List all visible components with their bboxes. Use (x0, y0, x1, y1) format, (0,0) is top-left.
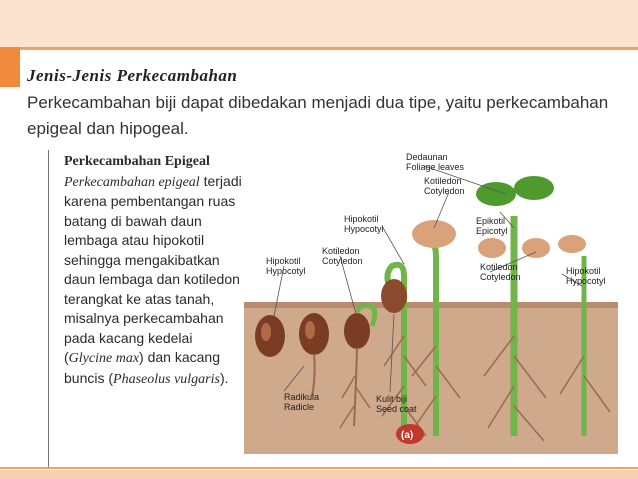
label-hipokotil-right: Hipokotil (566, 266, 601, 276)
panel-label: (a) (401, 430, 414, 441)
label-cotyledon-top: Cotyledon (424, 186, 465, 196)
footer-band (0, 470, 638, 479)
footer-accent-line (0, 467, 638, 469)
species-glycine: Glycine max (68, 351, 140, 366)
label-cotyledon-left: Cotyledon (322, 256, 363, 266)
label-hypocotyl-left: Hypocotyl (266, 266, 306, 276)
label-foliage: Foliage leaves (406, 162, 465, 172)
title-accent-bar (0, 47, 20, 87)
label-hypocotyl-right: Hypocotyl (566, 276, 606, 286)
side-divider (48, 150, 49, 468)
label-radicle: Radicle (284, 402, 315, 412)
label-hipokotil-left: Hipokotil (266, 256, 301, 266)
epigeal-mid: ) dan kacang buncis ( (64, 349, 220, 386)
species-phaseolus: Phaseolus vulgaris (113, 371, 220, 387)
header-band (0, 0, 638, 47)
label-radikula: Radikula (284, 392, 320, 402)
germination-figure (244, 136, 618, 454)
label-kulit-biji: Kulit biji (376, 394, 408, 404)
label-epicotyl: Epicotyl (476, 226, 508, 236)
label-hipokotil-mid: Hipokotil (344, 214, 379, 224)
germination-diagram (244, 136, 618, 454)
slide-intro: Perkecambahan biji dapat dibedakan menjadi dua tipe, yaitu perkecambahan epigeal dan hipogeal. (27, 93, 609, 138)
foliage-leaf-right (514, 176, 554, 200)
label-kotiledon-right: Kotiledon (480, 262, 518, 272)
epigeal-description (64, 152, 244, 457)
seed-3 (344, 313, 370, 349)
slide-title: Jenis-Jenis Perkecambahan (27, 66, 238, 85)
cotyledon-opening (412, 220, 456, 248)
epigeal-lead: Perkecambahan epigeal (64, 174, 200, 190)
label-kotiledon-left: Kotiledon (322, 246, 360, 256)
label-cotyledon-right: Cotyledon (480, 272, 521, 282)
epigeal-end: ). (219, 369, 229, 386)
label-seed-coat: Seed coat (376, 404, 417, 414)
label-dedaunan: Dedaunan (406, 152, 448, 162)
label-kotiledon-top: Kotiledon (424, 176, 462, 186)
label-hypocotyl-mid: Hypocotyl (344, 224, 384, 234)
epigeal-body: terjadi karena pembentangan ruas batang di bawah daun lembaga atau hipokotil sehingga mengakibatkan daun lembaga dan kotiledon terangkat ke atas tanah, misalnya perkecambahan pada kacang kedelai ( (64, 172, 242, 365)
header-accent-line (0, 47, 638, 50)
epigeal-heading: Perkecambahan Epigeal (64, 154, 210, 169)
label-epikotil: Epikotil (476, 216, 506, 226)
